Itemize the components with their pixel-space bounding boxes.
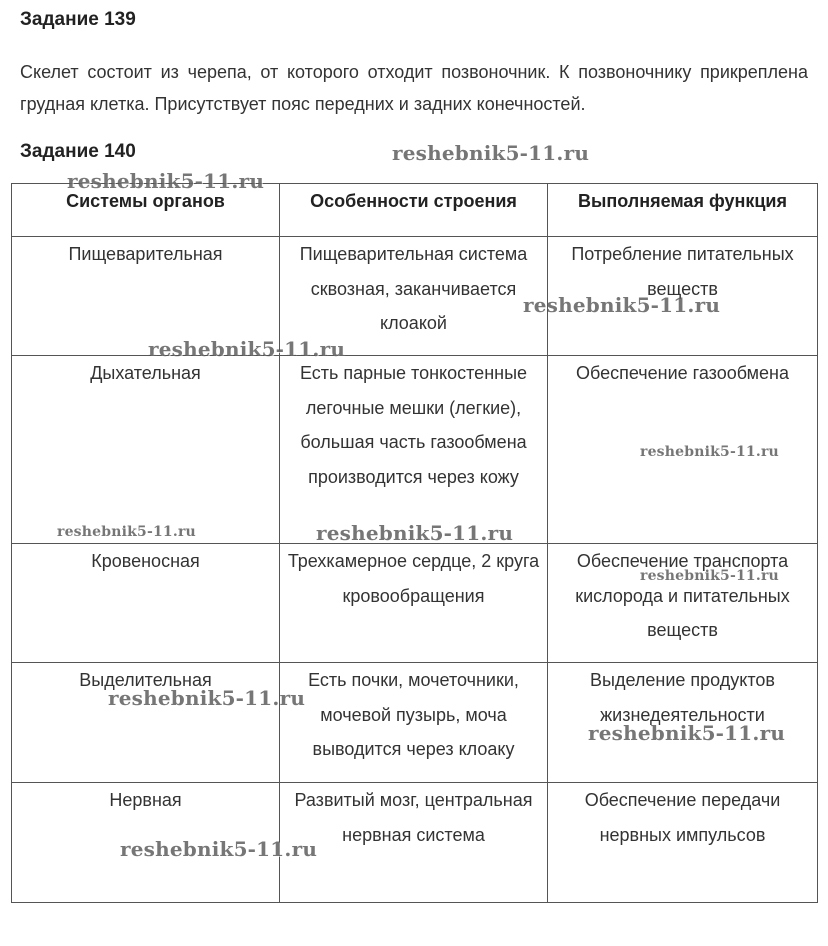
watermark: reshebnik5-11.ru — [392, 141, 590, 165]
watermark: reshebnik5-11.ru — [57, 524, 196, 540]
watermark: reshebnik5-11.ru — [640, 568, 779, 584]
watermark: reshebnik5-11.ru — [640, 444, 779, 460]
task-139-title: Задание 139 — [20, 9, 136, 30]
cell-system: Нервная — [12, 783, 280, 903]
header-structure: Особенности строения — [280, 184, 548, 237]
cell-structure: Есть парные тонкостенные легочные мешки (легкие), большая часть газообмена производится через кожу — [280, 356, 548, 544]
cell-function: Потребление питательных веществ — [548, 237, 818, 356]
cell-function: Обеспечение передачи нервных импульсов — [548, 783, 818, 903]
cell-structure: Трехкамерное сердце, 2 круга кровообращения — [280, 544, 548, 663]
cell-system: Кровеносная — [12, 544, 280, 663]
cell-structure: Есть почки, мочеточники, мочевой пузырь, моча выводится через клоаку — [280, 663, 548, 783]
cell-function: Выделение продуктов жизнедеятельности — [548, 663, 818, 783]
watermark: reshebnik5-11.ru — [523, 293, 721, 317]
cell-system: Выделительная — [12, 663, 280, 783]
watermark: reshebnik5-11.ru — [316, 521, 514, 545]
watermark: reshebnik5-11.ru — [67, 169, 265, 193]
task-140-title: Задание 140 — [20, 141, 136, 162]
task-139-text: Скелет состоит из черепа, от которого отходит позвоночник. К позвоночнику прикреплена грудная клетка. Присутствует пояс передних и задних конечностей. — [20, 62, 808, 114]
cell-system: Пищеварительная — [12, 237, 280, 356]
watermark: reshebnik5-11.ru — [588, 721, 786, 745]
cell-function: Обеспечение газообмена — [548, 356, 818, 544]
cell-structure: Пищеварительная система сквозная, заканчивается клоакой — [280, 237, 548, 356]
watermark: reshebnik5-11.ru — [120, 837, 318, 861]
cell-function: Обеспечение транспорта кислорода и питательных веществ — [548, 544, 818, 663]
watermark: reshebnik5-11.ru — [108, 686, 306, 710]
cell-system: Дыхательная — [12, 356, 280, 544]
header-function: Выполняемая функция — [548, 184, 818, 237]
header-systems: Системы органов — [12, 184, 280, 237]
table-row — [12, 544, 818, 663]
cell-structure: Развитый мозг, центральная нервная система — [280, 783, 548, 903]
watermark: reshebnik5-11.ru — [148, 337, 346, 361]
